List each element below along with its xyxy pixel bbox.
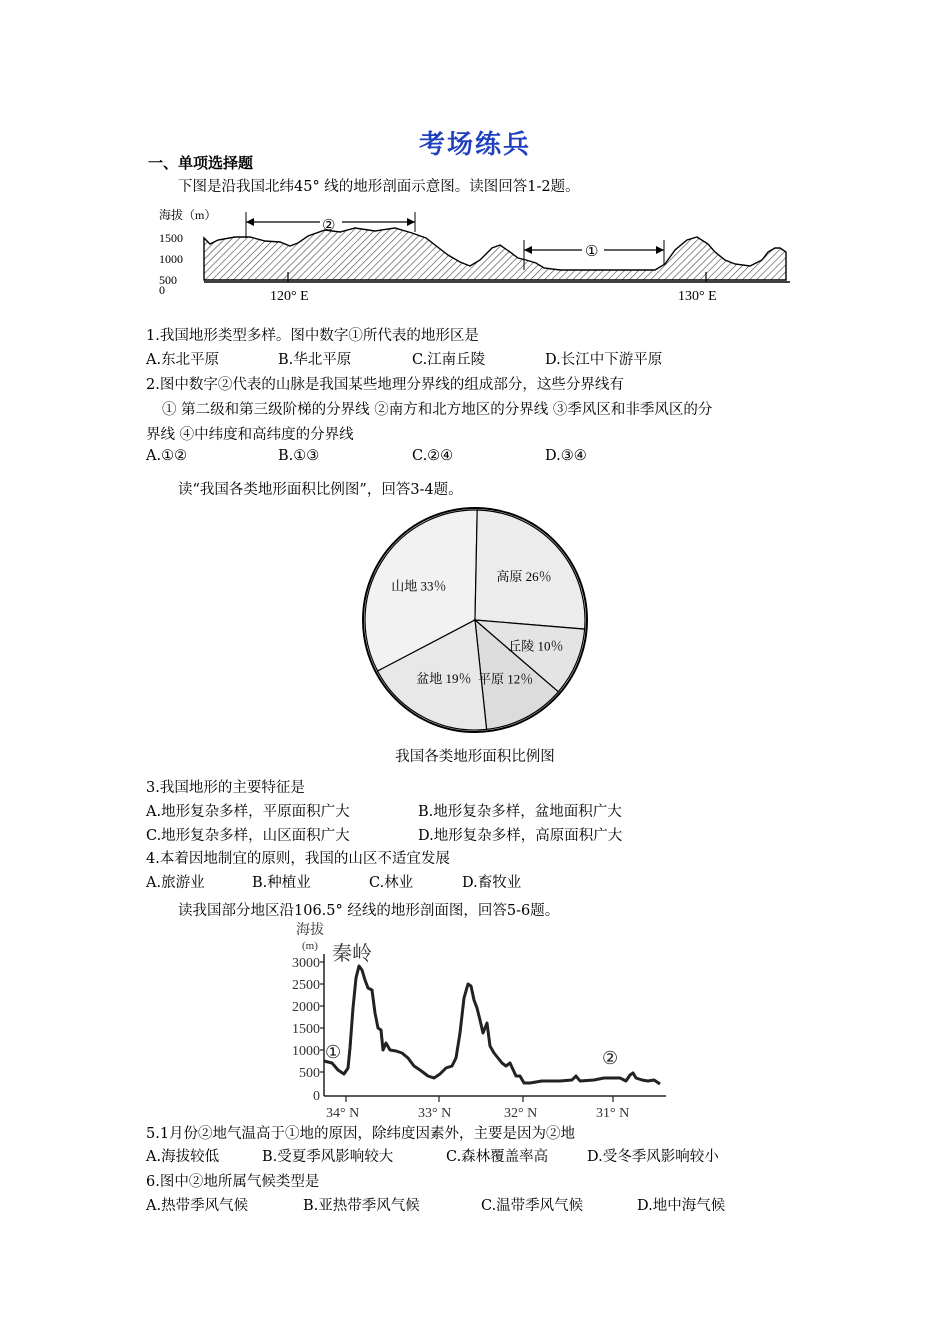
q3-option-c[interactable]: C.地形复杂多样，山区面积广大 xyxy=(146,828,350,844)
profile-figure-45n xyxy=(150,200,800,310)
fig3-ytick-500: 500 xyxy=(299,1066,320,1081)
q6-option-c[interactable]: C.温带季风气候 xyxy=(481,1198,584,1214)
q1-option-b[interactable]: B.华北平原 xyxy=(278,352,352,368)
q1-option-a[interactable]: A.东北平原 xyxy=(146,352,220,368)
q4-option-d[interactable]: D.畜牧业 xyxy=(462,875,522,891)
profile-figure-106e xyxy=(280,918,680,1124)
fig3-ytick-2000: 2000 xyxy=(292,1000,320,1015)
q5-option-a[interactable]: A.海拔较低 xyxy=(146,1149,220,1165)
fig1-ytick-1000: 1000 xyxy=(159,252,183,266)
q2-option-b[interactable]: B.①③ xyxy=(278,448,320,464)
fig1-xtick-120: 120° E xyxy=(270,289,309,304)
q6-option-d[interactable]: D.地中海气候 xyxy=(637,1198,726,1214)
q3-option-d[interactable]: D.地形复杂多样，高原面积广大 xyxy=(418,828,623,844)
q1-option-c[interactable]: C.江南丘陵 xyxy=(412,352,486,368)
fig1-ytick-1500: 1500 xyxy=(159,231,183,245)
q2-option-d[interactable]: D.③④ xyxy=(545,448,587,464)
fig3-ytick-3000: 3000 xyxy=(292,956,320,971)
q2-option-c[interactable]: C.②④ xyxy=(412,448,454,464)
q2-option-a[interactable]: A.①② xyxy=(146,448,188,464)
fig3-ytick-2500: 2500 xyxy=(292,978,320,993)
pie-label-4: 平原 12％ xyxy=(477,671,534,687)
q6-stem: 6.图中②地所属气候类型是 xyxy=(146,1174,320,1190)
q5-option-b[interactable]: B.受夏季风影响较大 xyxy=(262,1149,394,1165)
q2-choices-line2: 界线 ④中纬度和高纬度的分界线 xyxy=(146,427,354,443)
q4-stem: 4.本着因地制宜的原则，我国的山区不适宜发展 xyxy=(146,851,450,867)
fig1-ylabel: 海拔（m） xyxy=(159,208,217,222)
q5-option-d[interactable]: D.受冬季风影响较小 xyxy=(587,1149,719,1165)
q1-stem: 1.我国地形类型多样。图中数字①所代表的地形区是 xyxy=(146,328,479,344)
fig3-label-2: ② xyxy=(602,1048,619,1068)
q6-option-b[interactable]: B.亚热带季风气候 xyxy=(303,1198,420,1214)
q4-option-b[interactable]: B.种植业 xyxy=(252,875,311,891)
fig3-xtick-31: 31° N xyxy=(596,1106,630,1121)
q3-stem: 3.我国地形的主要特征是 xyxy=(146,780,305,796)
fig1-ytick-500: 500 xyxy=(159,273,177,287)
intro-text-2: 读“我国各类地形面积比例图”，回答3-4题。 xyxy=(178,482,463,498)
pie-label-5: 盆地 19％ xyxy=(416,671,472,687)
fig1-terrain xyxy=(204,228,786,280)
q1-option-d[interactable]: D.长江中下游平原 xyxy=(545,352,663,368)
q3-option-b[interactable]: B.地形复杂多样，盆地面积广大 xyxy=(418,804,622,820)
terrain-pie-chart xyxy=(360,500,590,740)
fig3-ytick-1000: 1000 xyxy=(292,1044,320,1059)
fig1-label-1: ① xyxy=(585,244,599,260)
q6-option-a[interactable]: A.热带季风气候 xyxy=(146,1198,249,1214)
fig3-label-1: ① xyxy=(325,1042,342,1062)
q4-option-c[interactable]: C.林业 xyxy=(369,875,414,891)
q3-option-a[interactable]: A.地形复杂多样，平原面积广大 xyxy=(146,804,350,820)
fig1-ytick-0: 0 xyxy=(159,283,165,297)
fig3-peak-label: 秦岭 xyxy=(332,943,372,965)
intro-text-3: 读我国部分地区沿106.5° 经线的地形剖面图，回答5-6题。 xyxy=(178,903,560,919)
fig1-xtick-130: 130° E xyxy=(678,289,717,304)
q2-choices-line1: ① 第二级和第三级阶梯的分界线 ②南方和北方地区的分界线 ③季风区和非季风区的分 xyxy=(162,402,713,418)
q5-option-c[interactable]: C.森林覆盖率高 xyxy=(446,1149,549,1165)
pie-label-1: 山地 33％ xyxy=(391,578,447,594)
q2-stem: 2.图中数字②代表的山脉是我国某些地理分界线的组成部分，这些分界线有 xyxy=(146,377,624,393)
fig3-xtick-32: 32° N xyxy=(504,1106,538,1121)
q5-stem: 5.1月份②地气温高于①地的原因，除纬度因素外，主要是因为②地 xyxy=(146,1126,576,1142)
pie-label-3: 丘陵 10％ xyxy=(508,638,564,654)
q4-option-a[interactable]: A.旅游业 xyxy=(146,875,205,891)
pie-caption: 我国各类地形面积比例图 xyxy=(395,749,555,765)
fig3-xtick-34: 34° N xyxy=(326,1106,360,1121)
fig3-xtick-33: 33° N xyxy=(418,1106,452,1121)
fig3-ylabel: 海拔 xyxy=(296,923,324,938)
pie-label-2: 高原 26％ xyxy=(496,568,552,584)
fig3-yunit: (m) xyxy=(302,940,318,952)
fig1-label-2: ② xyxy=(322,218,336,234)
section-heading: 一、单项选择题 xyxy=(148,154,254,172)
fig3-ytick-1500: 1500 xyxy=(292,1022,320,1037)
page-title: 考场练兵 xyxy=(418,130,531,160)
intro-text-1: 下图是沿我国北纬45° 线的地形剖面示意图。读图回答1-2题。 xyxy=(178,179,580,195)
fig3-ytick-0: 0 xyxy=(313,1089,320,1104)
